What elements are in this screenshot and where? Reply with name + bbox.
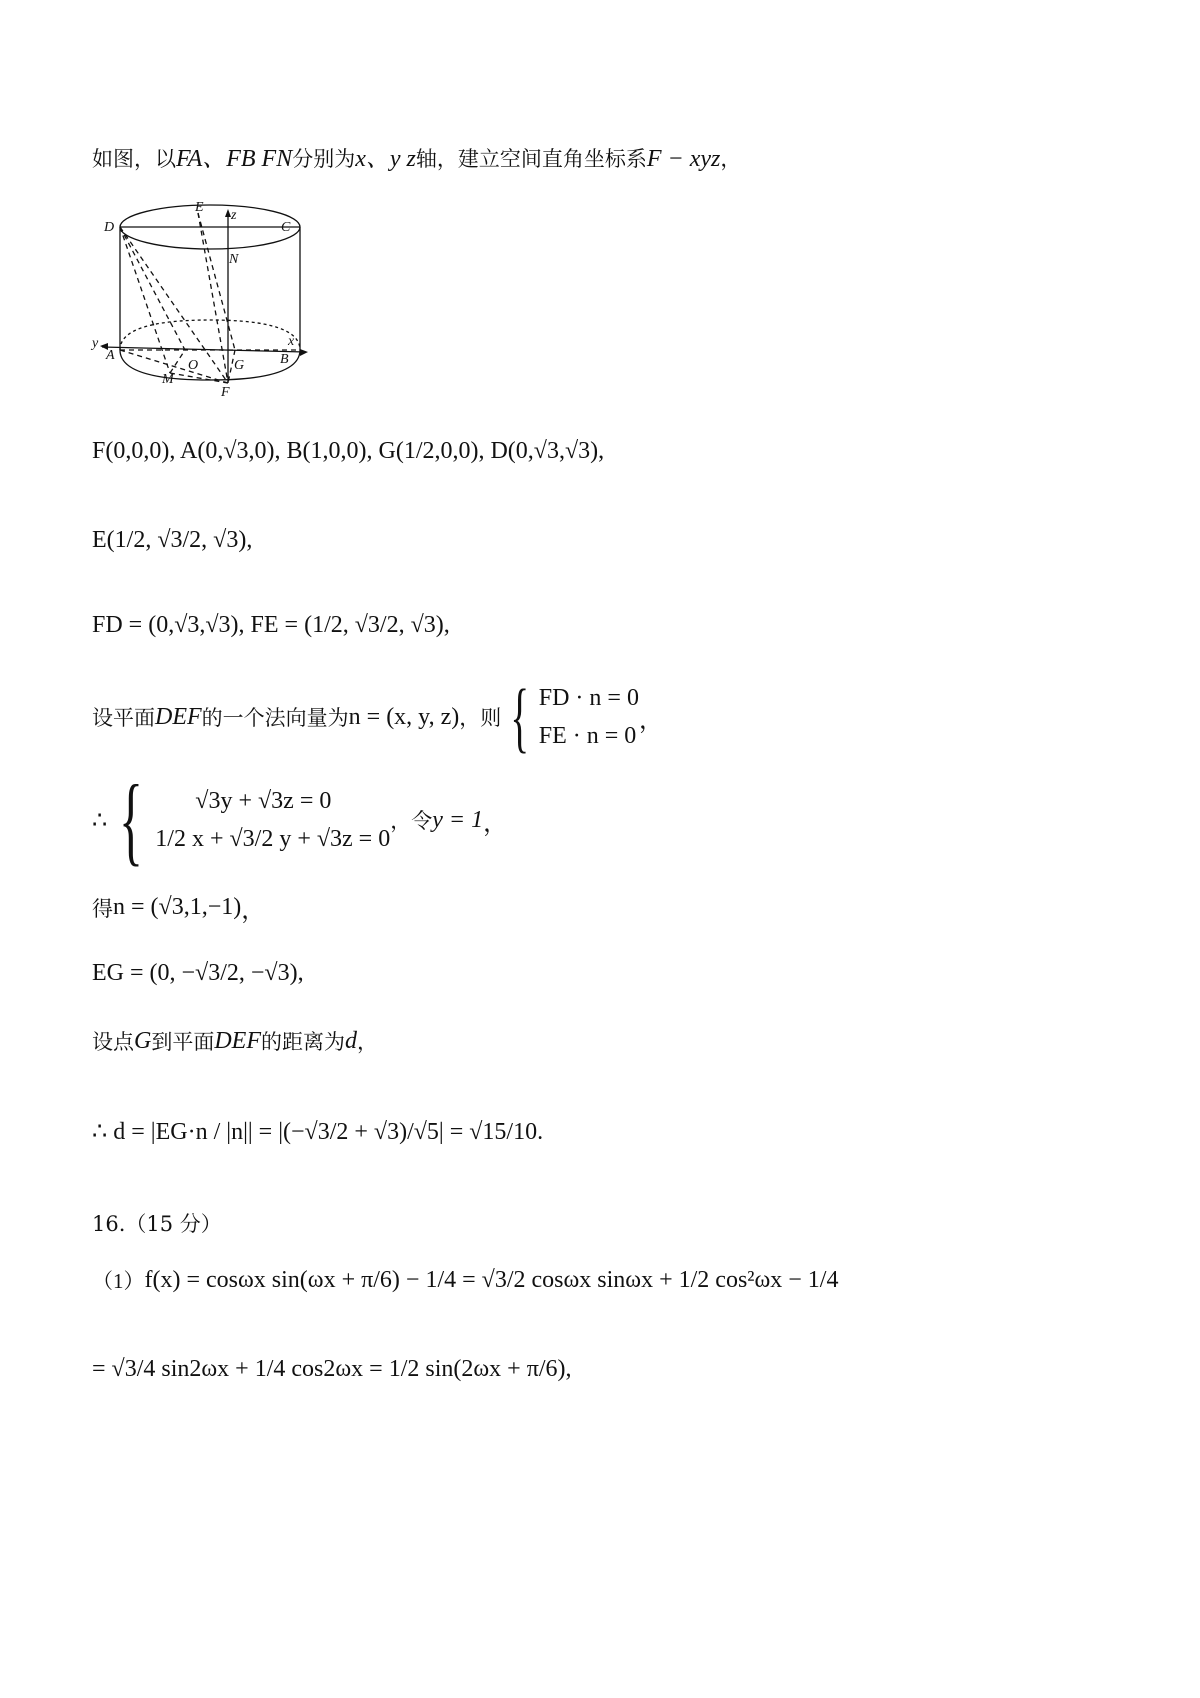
system-eq-1: √3y + √3z = 0 [195, 787, 332, 814]
normal-line [92, 673, 663, 760]
normal-prefix: 设平面 [92, 706, 155, 730]
label-n: N [229, 252, 239, 267]
label-z: z [231, 208, 237, 223]
normal-system [539, 679, 639, 756]
dist-prefix: 设点 [92, 1030, 134, 1054]
normal-sys-2: FE · n = 0 [538, 723, 637, 749]
label-x: x [288, 334, 295, 349]
q16-part1-label: （1） [92, 1269, 145, 1293]
system-let-eq: y = 1 [432, 806, 484, 833]
intro-mid: 分别为 [292, 147, 356, 171]
dist-var: d [345, 1027, 357, 1054]
label-e: E [195, 200, 204, 215]
normal-sys-1: FD · n = 0 [538, 684, 639, 711]
intro-end: ， [720, 147, 742, 171]
e-to-f [198, 213, 228, 383]
result-end: ， [241, 898, 266, 924]
intro-axes: FA、FB FN [176, 146, 293, 172]
bottom-front-arc [120, 350, 300, 380]
eg-vector: EG = (0, −√3/2, −√3), [92, 960, 304, 986]
normal-vec: n = (x, y, z) [348, 703, 460, 730]
distance-definition [92, 1026, 378, 1056]
system-let: ，令 [390, 809, 433, 833]
dist-plane: DEF [214, 1027, 261, 1054]
label-b: B [280, 352, 289, 367]
intro-xyz: x、y z [355, 146, 416, 172]
vectors-fd-fe: FD = (0,√3,√3), FE = (1/2, √3/2, √3), [92, 612, 450, 638]
d-to-m [120, 227, 170, 373]
equation-system [92, 764, 508, 875]
brace-icon: { [510, 673, 530, 760]
label-d: D [104, 220, 115, 235]
label-f: F [221, 385, 230, 400]
coords-line-2: E(1/2, √3/2, √3), [92, 527, 253, 553]
system-eq-2: 1/2 x + √3/2 y + √3z = 0 [155, 826, 391, 852]
dist-mid: 到平面 [151, 1030, 215, 1054]
dist-end: ， [357, 1030, 378, 1054]
result-normal [92, 890, 265, 925]
d-to-o [120, 227, 185, 350]
intro-prefix: 如图，以 [92, 147, 176, 171]
normal-mid: 的一个法向量为 [201, 706, 349, 730]
label-m: M [162, 372, 174, 387]
label-o: O [188, 358, 199, 373]
dist-point: G [134, 1027, 152, 1054]
intro-system: F − xyz [646, 146, 721, 172]
q16-part1 [92, 1265, 838, 1295]
intro-axis: 轴，建立空间直角坐标系 [415, 147, 647, 171]
bottom-back-arc [120, 320, 300, 350]
q16-part1-formula: f(x) = cosωx sin(ωx + π/6) − 1/4 = √3/2 cosωx sinωx + 1/2 cos²ωx − 1/4 [144, 1266, 839, 1293]
label-c: C [281, 220, 291, 235]
normal-then: ，则 [459, 706, 502, 730]
coords-line-1: F(0,0,0), A(0,√3,0), B(1,0,0), G(1/2,0,0), D(0,√3,√3), [92, 438, 605, 464]
therefore-icon: ∴ [92, 807, 108, 834]
system-equations [155, 782, 390, 859]
e-to-g [198, 213, 235, 350]
normal-end: ， [638, 707, 663, 734]
normal-plane: DEF [155, 703, 202, 730]
cylinder-figure [90, 195, 320, 400]
result-prefix: 得 [92, 896, 113, 921]
distance-formula: ∴ d = |EG·n / |n|| = |(−√3/2 + √3)/√5| = √15/10. [92, 1119, 544, 1145]
q16-part1-continuation: = √3/4 sin2ωx + 1/4 cos2ωx = 1/2 sin(2ωx + π/6), [92, 1356, 572, 1382]
system-end: ， [483, 810, 508, 837]
label-y: y [92, 336, 99, 351]
x-arrow-icon [300, 349, 308, 356]
result-vec: n = (√3,1,−1) [113, 894, 242, 920]
intro-line [92, 138, 741, 173]
d-to-f [120, 227, 228, 383]
label-g: G [234, 358, 245, 373]
label-a: A [106, 348, 115, 363]
question-16-header: 16.（15 分） [92, 1212, 222, 1236]
system-brace-icon: { [119, 764, 144, 875]
dist-mid2: 的距离为 [261, 1030, 345, 1054]
